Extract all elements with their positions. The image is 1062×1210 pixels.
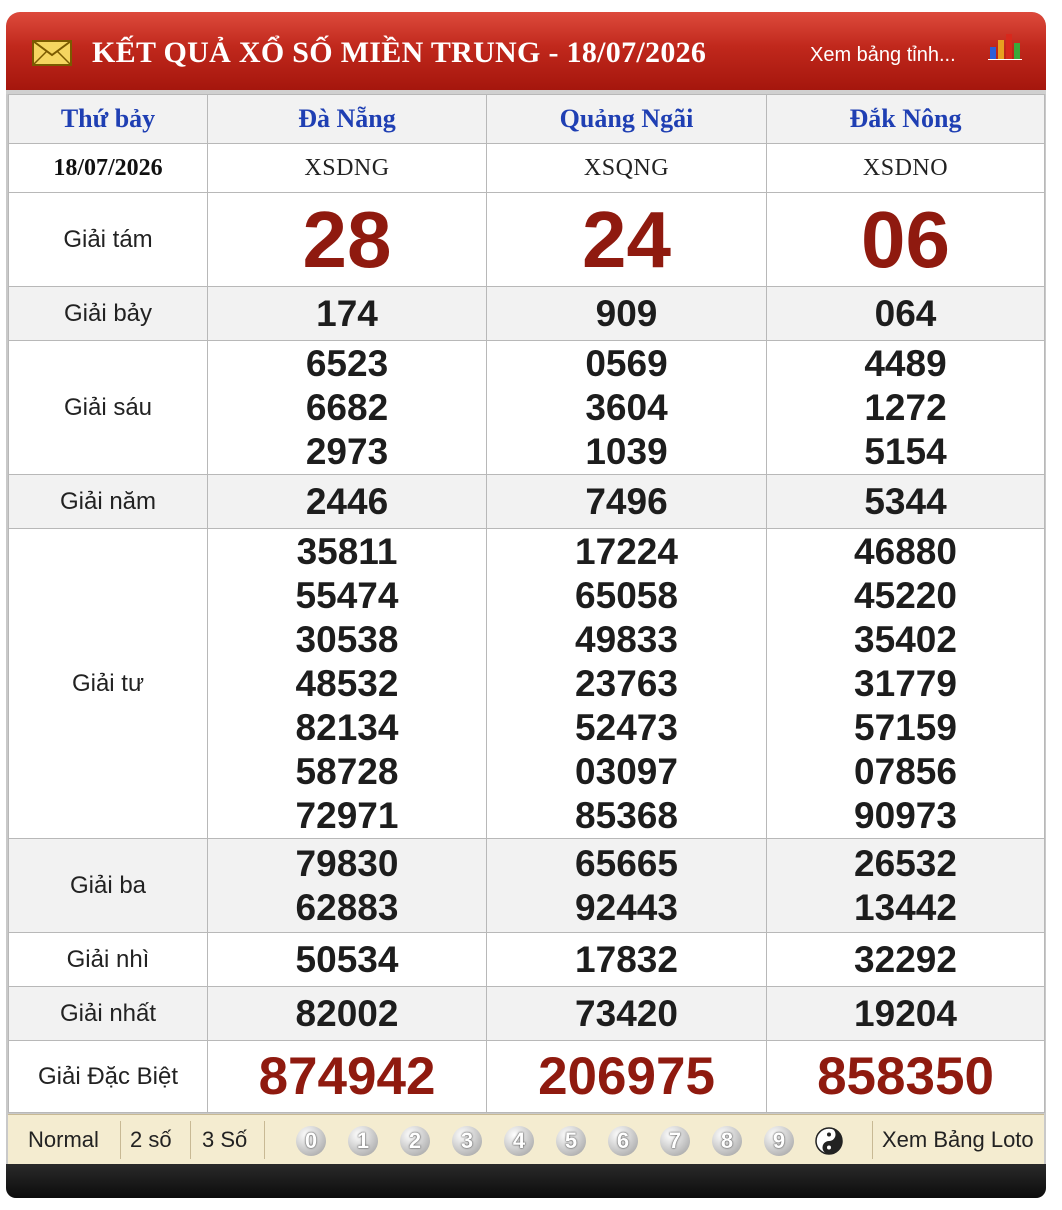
bar-chart-icon[interactable] (988, 32, 1022, 60)
digit-filter-ball[interactable]: 0 (296, 1126, 326, 1156)
prize-row (9, 287, 1045, 341)
prize-number: 26532 (854, 842, 957, 884)
prize-number: 31779 (854, 662, 957, 704)
province-name[interactable]: Đắk Nông (767, 95, 1045, 144)
prize-results-cell (487, 1041, 767, 1113)
prize-results-cell (767, 475, 1045, 529)
prize-results-cell (487, 287, 767, 341)
loto-toolbar (8, 1114, 1044, 1165)
prize-number: 03097 (575, 750, 678, 792)
mode-normal-button[interactable]: Normal (28, 1127, 99, 1152)
prize-results-cell (767, 839, 1045, 933)
prize-number: 72971 (295, 794, 399, 836)
results-table (8, 94, 1045, 1113)
prize-number: 65058 (575, 574, 678, 616)
prize-number: 064 (874, 292, 937, 334)
province-code: XSDNG (208, 144, 487, 193)
prize-row (9, 1041, 1045, 1113)
prize-label: Giải Đặc Biệt (9, 1041, 208, 1113)
prize-row (9, 987, 1045, 1041)
prize-number: 1039 (585, 430, 668, 472)
divider (120, 1121, 121, 1159)
prize-number: 1272 (864, 386, 947, 428)
prize-number: 92443 (575, 886, 678, 928)
prize-results-cell (487, 987, 767, 1041)
province-header-row (9, 95, 1045, 144)
prize-number: 2973 (305, 430, 389, 472)
prize-number: 206975 (538, 1046, 715, 1106)
prize-number: 17224 (575, 530, 678, 572)
prize-number: 35402 (854, 618, 957, 660)
prize-number: 79830 (295, 842, 399, 884)
prize-label: Giải năm (9, 475, 208, 529)
divider (872, 1121, 873, 1159)
prize-number: 46880 (854, 530, 957, 572)
prize-number: 52473 (575, 706, 678, 748)
prize-label: Giải bảy (9, 287, 208, 341)
prize-label: Giải ba (9, 839, 208, 933)
prize-number: 35811 (296, 530, 398, 572)
prize-number: 6523 (305, 342, 389, 384)
yin-yang-icon[interactable] (815, 1127, 843, 1155)
province-code: XSQNG (487, 144, 767, 193)
digit-filter-ball[interactable]: 9 (764, 1126, 794, 1156)
prize-number: 28 (302, 194, 392, 284)
divider (190, 1121, 191, 1159)
prize-row (9, 933, 1045, 987)
prize-results-cell (487, 839, 767, 933)
envelope-icon (32, 40, 72, 66)
prize-results-cell (487, 475, 767, 529)
province-code: XSDNO (767, 144, 1045, 193)
prize-number: 48532 (295, 662, 399, 704)
prize-row (9, 529, 1045, 839)
prize-number: 5154 (864, 430, 947, 472)
prize-number: 17832 (575, 938, 678, 980)
prize-number: 07856 (854, 750, 957, 792)
prize-label: Giải sáu (9, 341, 208, 475)
panel-header (6, 12, 1046, 90)
view-loto-table-link[interactable]: Xem Bảng Loto (882, 1127, 1034, 1152)
prize-row (9, 193, 1045, 287)
prize-number: 4489 (864, 342, 947, 384)
prize-number: 50534 (295, 938, 399, 980)
digit-filter-ball[interactable]: 4 (504, 1126, 534, 1156)
prize-number: 62883 (295, 886, 399, 928)
prize-results-cell (487, 933, 767, 987)
prize-number: 23763 (575, 662, 678, 704)
prize-results-cell (208, 933, 487, 987)
prize-results-cell (767, 933, 1045, 987)
day-of-week: Thứ bảy (9, 95, 208, 144)
digit-filter-ball[interactable]: 2 (400, 1126, 430, 1156)
prize-label: Giải nhì (9, 933, 208, 987)
prize-number: 13442 (854, 886, 957, 928)
digit-filter-ball[interactable]: 7 (660, 1126, 690, 1156)
prize-number: 55474 (295, 574, 399, 616)
prize-results-cell (208, 529, 487, 839)
prize-number: 73420 (575, 992, 678, 1034)
prize-results-cell (208, 193, 487, 287)
prize-label: Giải nhất (9, 987, 208, 1041)
digit-filter-ball[interactable]: 6 (608, 1126, 638, 1156)
prize-results-cell (487, 341, 767, 475)
prize-results-cell (767, 1041, 1045, 1113)
draw-date: 18/07/2026 (9, 144, 208, 193)
divider (264, 1121, 265, 1159)
prize-number: 57159 (854, 706, 957, 748)
prize-number: 2446 (305, 480, 389, 522)
digit-filter-ball[interactable]: 8 (712, 1126, 742, 1156)
prize-results-cell (767, 529, 1045, 839)
prize-results-cell (767, 193, 1045, 287)
prize-number: 65665 (575, 842, 678, 884)
digit-filter-ball[interactable]: 5 (556, 1126, 586, 1156)
prize-number: 874942 (258, 1046, 436, 1106)
prize-row (9, 475, 1045, 529)
prize-number: 6682 (305, 386, 389, 428)
prize-number: 32292 (854, 938, 957, 980)
province-name[interactable]: Quảng Ngãi (487, 95, 767, 144)
prize-number: 24 (582, 194, 671, 284)
view-provinces-link[interactable]: Xem bảng tỉnh... (810, 44, 956, 66)
prize-label: Giải tư (9, 529, 208, 839)
province-name[interactable]: Đà Nẵng (208, 95, 487, 144)
prize-number: 5344 (864, 480, 947, 522)
prize-results-cell (767, 987, 1045, 1041)
results-panel (6, 12, 1046, 1198)
prize-number: 174 (316, 292, 378, 334)
mode-3-digit-button[interactable]: 3 Số (202, 1127, 248, 1152)
prize-number: 06 (861, 194, 950, 284)
prize-results-cell (208, 341, 487, 475)
prize-results-cell (208, 1041, 487, 1113)
prize-number: 3604 (585, 386, 668, 428)
prize-number: 909 (595, 292, 658, 334)
prize-results-cell (208, 839, 487, 933)
prize-results-cell (767, 341, 1045, 475)
digit-filter-ball[interactable]: 1 (348, 1126, 378, 1156)
province-code-row (9, 144, 1045, 193)
prize-number: 30538 (295, 618, 399, 660)
prize-row (9, 839, 1045, 933)
prize-results-cell (487, 529, 767, 839)
prize-number: 85368 (575, 794, 678, 836)
prize-results-cell (208, 987, 487, 1041)
page-title: KẾT QUẢ XỔ SỐ MIỀN TRUNG - 18/07/2026 (92, 36, 707, 69)
prize-results-cell (487, 193, 767, 287)
prize-number: 19204 (854, 992, 957, 1034)
prize-number: 82002 (295, 992, 399, 1034)
prize-number: 45220 (854, 574, 957, 616)
mode-2-digit-button[interactable]: 2 số (130, 1127, 172, 1152)
prize-results-cell (208, 287, 487, 341)
prize-label: Giải tám (9, 193, 208, 287)
prize-number: 82134 (295, 706, 399, 748)
digit-filter-ball[interactable]: 3 (452, 1126, 482, 1156)
bottom-bar (6, 1164, 1046, 1198)
prize-number: 7496 (585, 480, 668, 522)
prize-results-cell (767, 287, 1045, 341)
prize-number: 858350 (817, 1046, 994, 1106)
prize-results-cell (208, 475, 487, 529)
prize-number: 90973 (854, 794, 957, 836)
prize-row (9, 341, 1045, 475)
prize-number: 58728 (295, 750, 399, 792)
prize-number: 49833 (575, 618, 678, 660)
prize-number: 0569 (585, 342, 668, 384)
